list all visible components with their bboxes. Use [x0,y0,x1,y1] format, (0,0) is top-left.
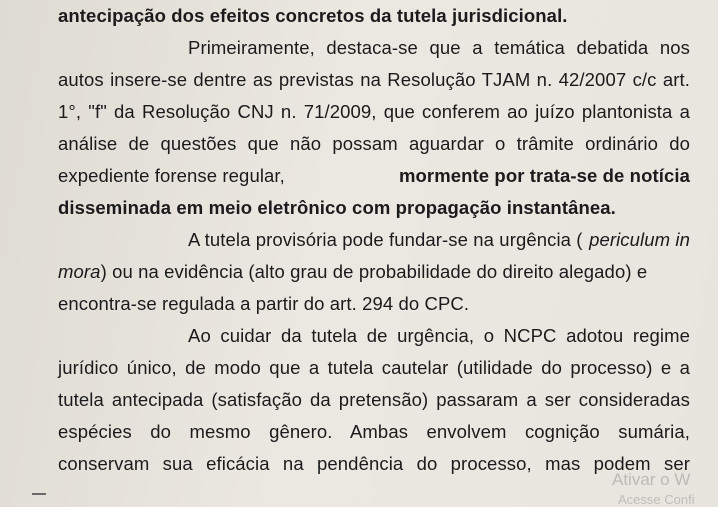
text-segment-italic: periculum in [589,229,690,250]
text-line-14: espécies do mesmo gênero. Ambas envolvem cognição sumária, [58,421,690,442]
text-line-8 [188,228,690,252]
text-line-4: 1°, "f" da Resolução CNJ n. 71/2009, que conferem ao juízo plantonista a [58,101,690,122]
page-mark [32,493,46,495]
text-line-13: tutela antecipada (satisfação da pretensão) passaram a ser consideradas [58,389,690,410]
text-line-15: conservam sua eficácia na pendência do processo, mas podem ser [58,453,690,474]
text-line-2: Primeiramente, destaca-se que a temática debatida nos [188,37,690,58]
text-line-9 [58,260,647,284]
text-line-5: análise de questões que não possam aguardar o trâmite ordinário do [58,133,690,154]
text-segment-italic: mora [58,261,101,282]
activation-watermark-subtitle: Acesse Confi [618,492,695,507]
text-line-6 [58,164,690,188]
text-line-7: disseminada em meio eletrônico com propagação instantânea. [58,197,616,218]
text-segment-regular: ) ou na evidência (alto grau de probabilidade do direito alegado) e [100,261,648,282]
text-segment-regular: A tutela provisória pode fundar-se na urgência ( [188,229,583,250]
text-line-3: autos insere-se dentre as previstas na Resolução TJAM n. 42/2007 c/c art. [58,69,690,90]
text-line-1: antecipação dos efeitos concretos da tutela jurisdicional. [58,5,568,26]
text-segment-bold: mormente por trata-se de notícia [398,165,690,186]
text-line-10: encontra-se regulada a partir do art. 294 do CPC. [58,293,470,314]
activation-watermark: Ativar o W [612,470,691,489]
text-segment-regular: expediente forense regular, [58,165,285,186]
text-line-11: Ao cuidar da tutela de urgência, o NCPC adotou regime [188,325,690,346]
text-line-12: jurídico único, de modo que a tutela cautelar (utilidade do processo) e a [58,357,690,378]
